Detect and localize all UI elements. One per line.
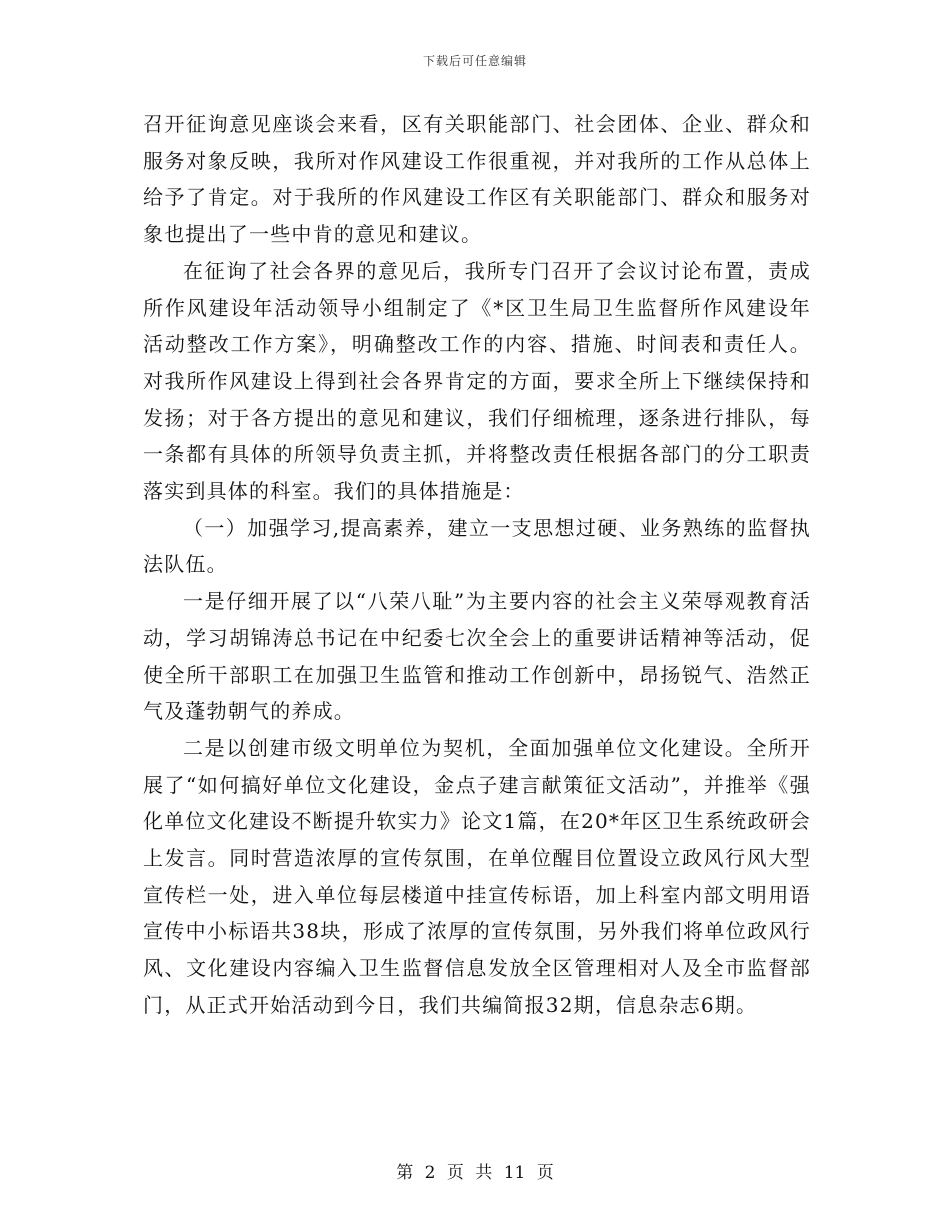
paragraph-point-one: 一是仔细开展了以“八荣八耻”为主要内容的社会主义荣辱观教育活动，学习胡锦涛总书记在中纪委七次全会上的重要讲话精神等活动，促使全所干部职工在加强卫生监管和推动工作创新中，昂扬锐气、浩然正气及蓬勃朝气的养成。	[143, 589, 811, 724]
page-number-footer: 第 2 页 共 11 页	[396, 1163, 554, 1183]
paragraph-continuation: 召开征询意见座谈会来看，区有关职能部门、社会团体、企业、群众和服务对象反映，我所对作风建设工作很重视，并对我所的工作从总体上给予了肯定。对于我所的作风建设工作区有关职能部门、群众和服务对象也提出了一些中肯的意见和建议。	[143, 112, 811, 247]
paragraph-point-two: 二是以创建市级文明单位为契机，全面加强单位文化建设。全所开展了“如何搞好单位文化建设，金点子建言献策征文活动”，并推举《强化单位文化建设不断提升软实力》论文1篇，在20*年区卫生系统政研会上发言。同时营造浓厚的宣传氛围，在单位醒目位置设立政风行风大型宣传栏一处，进入单位每层楼道中挂宣传标语，加上科室内部文明用语宣传中小标语共38块，形成了浓厚的宣传氛围，另外我们将单位政风行风、文化建设内容编入卫生监督信息发放全区管理相对人及全市监督部门，从正式开始活动到今日，我们共编简报32期，信息杂志6期。	[143, 735, 811, 1017]
paragraph-rectification-plan: 在征询了社会各界的意见后，我所专门召开了会议讨论布置，责成所作风建设年活动领导小组制定了《*区卫生局卫生监督所作风建设年活动整改工作方案》，明确整改工作的内容、措施、时间表和责任人。对我所作风建设上得到社会各界肯定的方面，要求全所上下继续保持和发扬；对于各方提出的意见和建议，我们仔细梳理，逐条进行排队，每一条都有具体的所领导负责主抓，并将整改责任根据各部门的分工职责落实到具体的科室。我们的具体措施是：	[143, 258, 811, 504]
document-body	[143, 106, 811, 1024]
section-heading-1: （一）加强学习,提高素养，建立一支思想过硬、业务熟练的监督执法队伍。	[143, 515, 811, 577]
page-header: 下载后可任意编辑	[422, 54, 527, 68]
